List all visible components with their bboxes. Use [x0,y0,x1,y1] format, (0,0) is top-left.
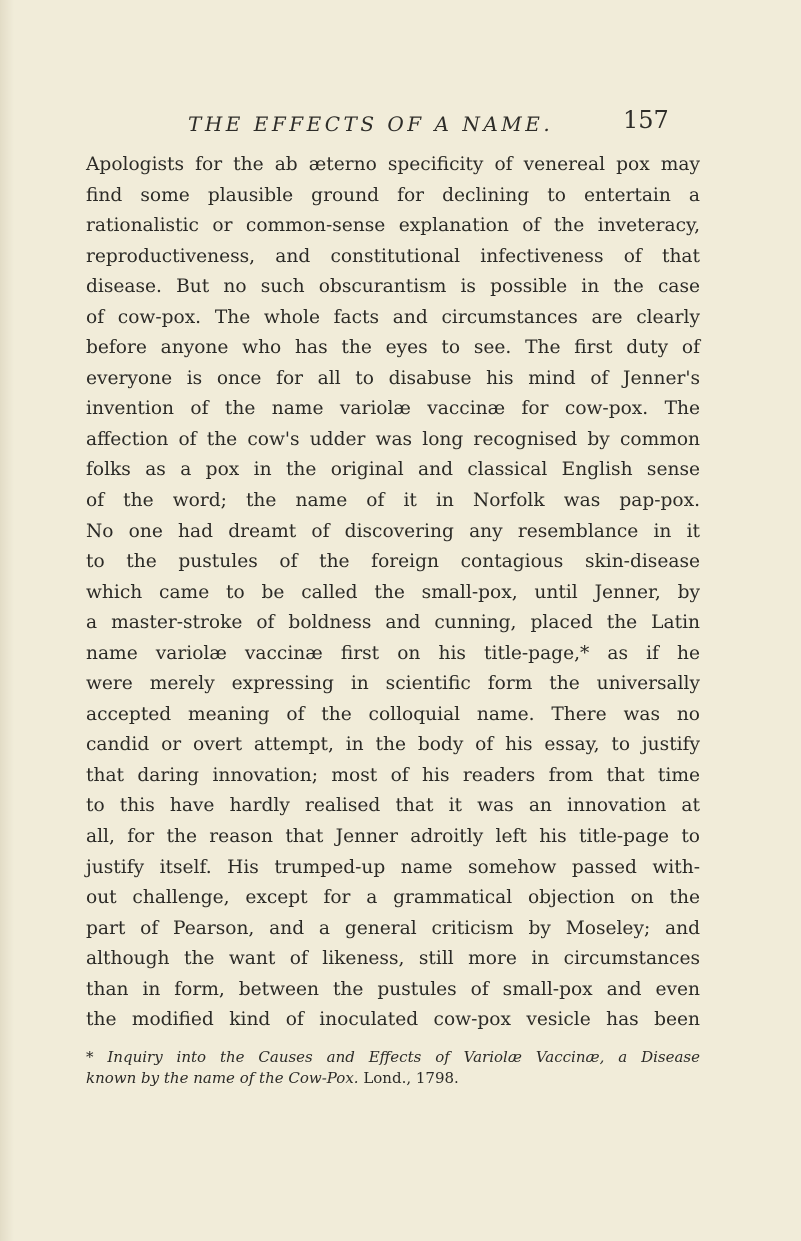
text-line: that daring innovation; most of his readers from that time [86,764,700,786]
text-line: than in form, between the pustules of small-pox and even [86,978,700,1000]
text-line: of the word; the name of it in Norfolk was pap-pox. [86,490,700,512]
text-line: to the pustules of the foreign contagious skin-disease [86,551,700,573]
text-line: everyone is once for all to disabuse his mind of Jenner's [86,367,700,389]
text-line: find some plausible ground for declining to entertain a [86,184,700,206]
footnote [86,1047,700,1089]
page-number: 157 [623,106,669,134]
text-line: were merely expressing in scientific form the universally [86,673,700,695]
footnote-line: * Inquiry into the Causes and Effects of Variolæ Vaccinæ, a Disease [86,1048,700,1066]
text-line: although the want of likeness, still more in circumstances [86,948,700,970]
text-line: name variolæ vaccinæ first on his title-page,* as if he [86,642,700,664]
text-line: affection of the cow's udder was long recognised by common [86,428,700,450]
running-head: THE EFFECTS OF A NAME. [188,112,554,136]
footnote-citation-imprint: Lond., 1798. [358,1069,459,1087]
text-line: which came to be called the small-pox, until Jenner, by [86,581,700,603]
text-line: to this have hardly realised that it was an innovation at [86,795,700,817]
text-line: the modified kind of inoculated cow-pox vesicle has been [86,1009,700,1031]
text-line: of cow-pox. The whole facts and circumstances are clearly [86,306,700,328]
text-line: all, for the reason that Jenner adroitly left his title-page to [86,826,700,848]
text-line: invention of the name variolæ vaccinæ for cow-pox. The [86,398,700,420]
text-line: folks as a pox in the original and classical English sense [86,459,700,481]
text-line: candid or overt attempt, in the body of his essay, to justify [86,734,700,756]
text-line: No one had dreamt of discovering any resemblance in it [86,520,700,542]
page-edge [0,0,14,1241]
text-line: out challenge, except for a grammatical objection on the [86,887,700,909]
text-line: disease. But no such obscurantism is possible in the case [86,276,700,298]
text-line: reproductiveness, and constitutional infectiveness of that [86,245,700,267]
footnote-line [86,1068,700,1089]
page-header [0,104,801,138]
text-line: a master-stroke of boldness and cunning, placed the Latin [86,612,700,634]
footnote-citation-title: known by the name of the Cow-Pox. [86,1069,359,1087]
text-line: justify itself. His trumped-up name somehow passed with- [86,856,700,878]
text-line: part of Pearson, and a general criticism by Moseley; and [86,917,700,939]
text-line: before anyone who has the eyes to see. The first duty of [86,337,700,359]
text-line: Apologists for the ab æterno specificity of venereal pox may [86,154,700,175]
text-line: accepted meaning of the colloquial name. There was no [86,703,700,725]
text-line: rationalistic or common-sense explanation of the inveteracy, [86,215,700,237]
body-text [86,150,700,1036]
